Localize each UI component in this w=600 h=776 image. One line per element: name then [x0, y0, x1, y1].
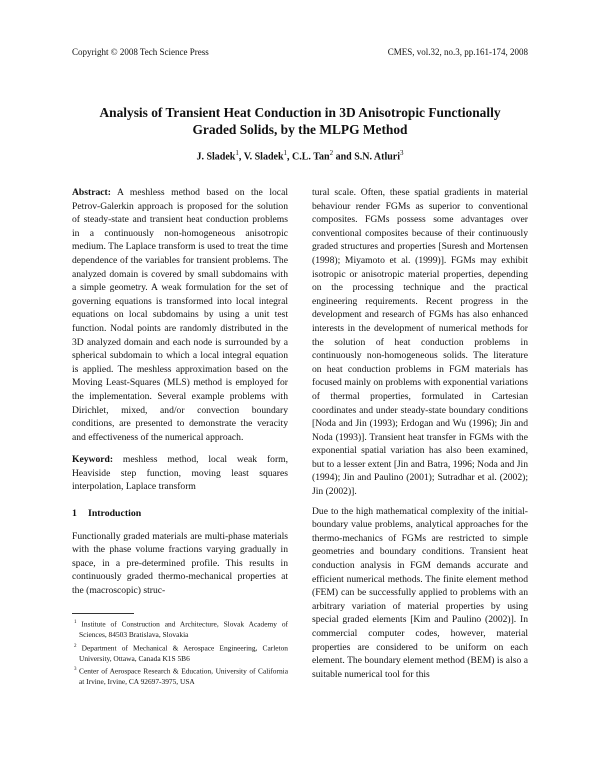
journal-header: CMES, vol.32, no.3, pp.161-174, 2008 — [387, 47, 528, 57]
section-heading — [72, 507, 288, 521]
footnote — [72, 618, 288, 641]
author-name: S.N. Atluri — [354, 151, 401, 163]
intro-paragraph-1-continued: tural scale. Often, these spatial gradients in material behaviour render FGMs as superior to conventional composites. FGMs possess some advantages over conventional composites because of their continuously graded structures and properties [Suresh and Mortensen (1998); Miyamoto et al. (1999)]. FGMs may exhibit isotropic or anisotropic material properties, depending on the processing technique and the practical engineering requirements. Recent progress in the development and research of FGMs has also enhanced interests in the development of numerical methods for the solution of heat conduction problems in continuously non-homogeneous solids. The literature on heat conduction problems in FGM materials has focused mainly on problems with exponential variations of thermal properties, formulated in Cartesian coordinates and under steady-state boundary conditions [Noda and Jin (1993); Erdogan and Wu (1996); Jin and Noda (1993)]. Transient heat transfer in FGMs with the exponential spatial variation has also been examined, but to a lesser extent [Jin and Batra, 1996; Noda and Jin (1994); Jin and Paulino (2001); Sutradhar et al. (2002); Jin (2002)]. — [312, 187, 528, 498]
right-column — [312, 186, 528, 681]
author-separator: , — [238, 151, 244, 163]
author-affiliation-mark: 2 — [329, 149, 334, 157]
section-number: 1 — [72, 508, 77, 520]
footnotes — [72, 613, 288, 689]
author-name: J. Sladek — [196, 151, 236, 163]
section-title: Introduction — [88, 508, 142, 520]
author-list — [72, 149, 528, 162]
abstract-text: A meshless method based on the local Petrov-Galerkin approach is proposed for the solution of steady-state and transient heat conduction problems in a continuously non-homogeneous anisotropic medium. The Laplace transform is used to treat the time dependence of the variables for transient problems. The analyzed domain is covered by small subdomains with a simple geometry. A weak formulation for the set of governing equations is transformed into local integral equations on local subdomains by using a unit test function. Nodal points are randomly distributed in the 3D analyzed domain and each node is surrounded by a spherical subdomain to which a local integral equation is applied. The meshless approximation based on the Moving Least-Squares (MLS) method is employed for the implementation. Several example problems with Dirichlet, mixed, and/or convection boundary conditions, are presented to demonstrate the veracity and effectiveness of the numerical approach. — [72, 187, 288, 443]
paper-title — [72, 104, 528, 138]
keywords-label: Keyword: — [72, 454, 114, 466]
footnote-text: Center of Aerospace Research & Education, University of California at Irvine, Irvine, CA 92697-3975, USA — [79, 666, 288, 687]
abstract — [72, 186, 288, 444]
author-name: V. Sladek — [243, 151, 284, 163]
footnote-mark: 3 — [74, 667, 77, 673]
footnote-mark: 2 — [74, 643, 77, 649]
author-separator: and — [333, 151, 355, 163]
keywords — [72, 453, 288, 494]
author-separator: , — [287, 151, 293, 163]
intro-paragraph-2: Due to the high mathematical complexity of the initial-boundary value problems, analytical approaches for the thermo-mechanics of FGMs are restricted to simple geometries and boundary conditions. Transient heat conduction analysis in FGM demands accurate and efficient numerical methods. The finite element method (FEM) can be successfully applied to problems with an arbitrary variation of material properties by using special graded elements [Kim and Paulino (2002)]. In commercial computer codes, however, material properties are considered to be uniform on each element. The boundary element method (BEM) is also a suitable numerical tool for this — [312, 505, 528, 680]
intro-paragraph-1: Functionally graded materials are multi-phase materials with the phase volume fractions varying gradually in space, in a pre-determined profile. This results in continuously graded thermo-mechanical properties at the (macroscopic) struc- — [72, 530, 288, 597]
author-affiliation-mark: 1 — [283, 149, 288, 157]
author-name: C.L. Tan — [292, 151, 330, 163]
left-column — [72, 186, 288, 598]
footnote-text: Institute of Construction and Architecture, Slovak Academy of Sciences, 84503 Bratislava, Slovakia — [79, 619, 288, 640]
footnote-divider — [72, 613, 134, 614]
abstract-label: Abstract: — [72, 187, 111, 198]
author-affiliation-mark: 1 — [235, 149, 239, 157]
copyright-header: Copyright © 2008 Tech Science Press — [72, 47, 209, 57]
footnote — [72, 642, 288, 665]
footnote — [72, 665, 288, 688]
footnote-mark: 1 — [74, 620, 77, 625]
title-line-1: Analysis of Transient Heat Conduction in 3D Anisotropic Functionally — [99, 105, 501, 120]
footnote-text: Department of Mechanical & Aerospace Engineering, Carleton University, Ottawa, Canada K1S 5B6 — [79, 643, 288, 663]
title-line-2: Graded Solids, by the MLPG Method — [192, 122, 408, 137]
author-affiliation-mark: 3 — [400, 149, 404, 157]
keywords-text: meshless method, local weak form, Heaviside step function, moving least squares interpolation, Laplace transform — [72, 454, 288, 493]
